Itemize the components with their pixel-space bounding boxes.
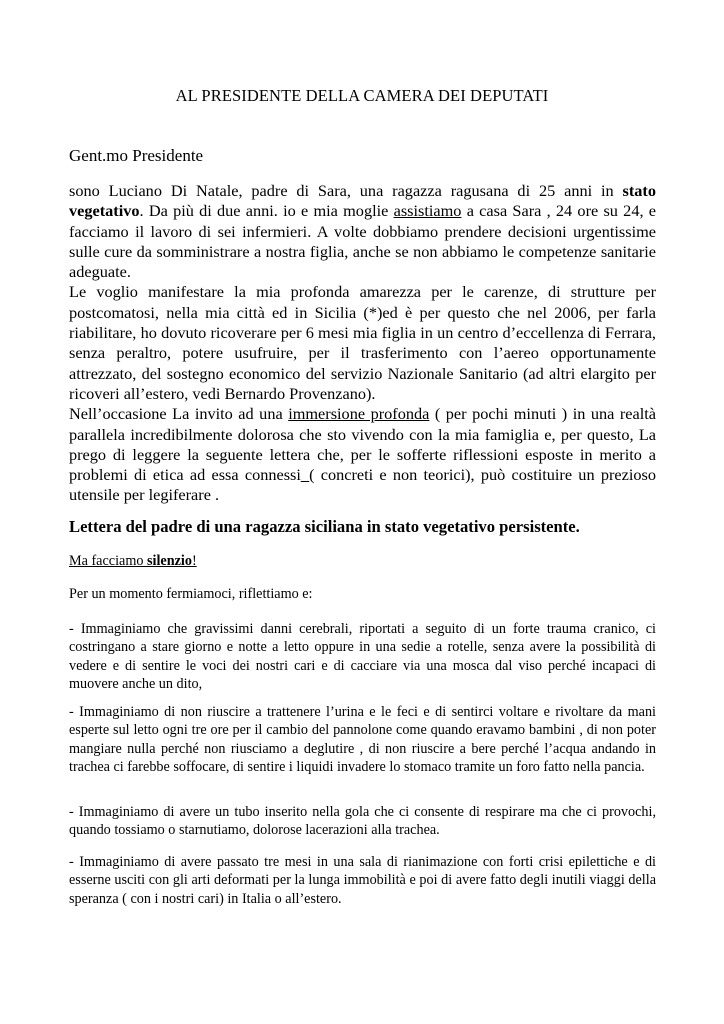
letter-text: a casa Sara , 24 ore su 24, e facciamo il lavoro di sei infermieri. A volte dobbiamo prendere decisioni urgentissime sulle cure da somministrare a nostra figlia, anche se non abbiamo le competenze sanitarie adeguate. [69,201,656,282]
letter-text: sono Luciano Di Natale, padre di Sara, una ragazza ragusana di 25 anni in [69,181,623,200]
silence-text: ! [191,553,197,569]
silence-line [69,552,197,570]
letter-paragraph-2: Le voglio manifestare la mia profonda amarezza per le carenze, di strutture per postcomatosi, nella mia città ed in Sicilia (*)ed è per questo che nel 2006, per farla riabilitare, ho dovuto ricoverare per 6 mesi mia figlia in un centro d’eccellenza di Ferrara, senza peraltro, potere usufruire, per il trasferimento con l’aereo opportunamente attrezzato, del sostegno economico del servizio Nazionale Sanitario (ad altri elargito per ricoveri all’estero, vedi Bernardo Provenzano). [69,282,656,403]
letter-text: . Da più di due anni. io e mia moglie [139,201,394,221]
letter-text: ( concreti e non teorici), può costituire un prezioso utensile per legiferare . [69,465,656,505]
imagine-item-4: - Immaginiamo di avere passato tre mesi in una sala di rianimazione con forti crisi epilettiche e di esserne usciti con gli arti deformati per la lunga immobilità e poi di avere fatto degli inutili viaggi della speranza ( con i nostri cari) in Italia o all’estero. [69,854,656,907]
emphasis-text: stato vegetativo [69,181,656,221]
imagine-item-3: - Immaginiamo di avere un tubo inserito nella gola che ci consente di respirare ma che ci provochi, quando tossiamo o starnutiamo, dolorose lacerazioni alla trachea. [69,804,656,839]
reflection-intro: Per un momento fermiamoci, riflettiamo e: [69,586,313,602]
imagine-item-1: - Immaginiamo che gravissimi danni cerebrali, riportati a seguito di un forte trauma cranico, ci costringano a stare giorno e notte a letto oppure in una sedie a rotelle, senza avere la possibilità di vedere e di sentire le voci dei nostri cari e di cacciare via una mosca dal viso perché incapaci di muovere anche un dito, [69,621,656,693]
letter-text: Nell’occasione La invito ad una [69,404,289,424]
silence-text: Ma facciamo [69,553,147,569]
underlined-text: _ [300,465,310,485]
silence-emphasis: silenzio [147,553,192,569]
imagine-item-2: - Immaginiamo di non riuscire a trattenere l’urina e le feci e di sentirci voltare e rivoltare da mani esperte sul letto ogni tre ore per il cambio del pannolone come quando eravamo bambini , di non poter mangiare nulla perché non riusciamo a deglutire , di non riuscire a bere perché l’acqua andando in trachea ci farebbe soffocare, di sentire i liquidi invadere lo stomaco tramite un foro fatto nella pancia. [69,704,656,776]
underlined-text: immersione profonda [288,404,430,424]
addressee-heading: AL PRESIDENTE DELLA CAMERA DEI DEPUTATI [175,86,549,105]
letter-paragraph-3 [69,404,656,505]
section-title: Lettera del padre di una ragazza siciliana in stato vegetativo persistente. [69,517,580,536]
letter-body [69,181,656,506]
underlined-text: assistiamo [393,201,462,221]
salutation: Gent.mo Presidente [69,146,204,165]
letter-text: ( per pochi minuti ) in una realtà parallela incredibilmente dolorosa che sto vivendo con la mia famiglia e, per questo, La prego di leggere la seguente lettera che, per le sofferte riflessioni esposte in merito a problemi di etica ad essa connessi [69,404,657,485]
letter-paragraph-1 [69,181,656,282]
